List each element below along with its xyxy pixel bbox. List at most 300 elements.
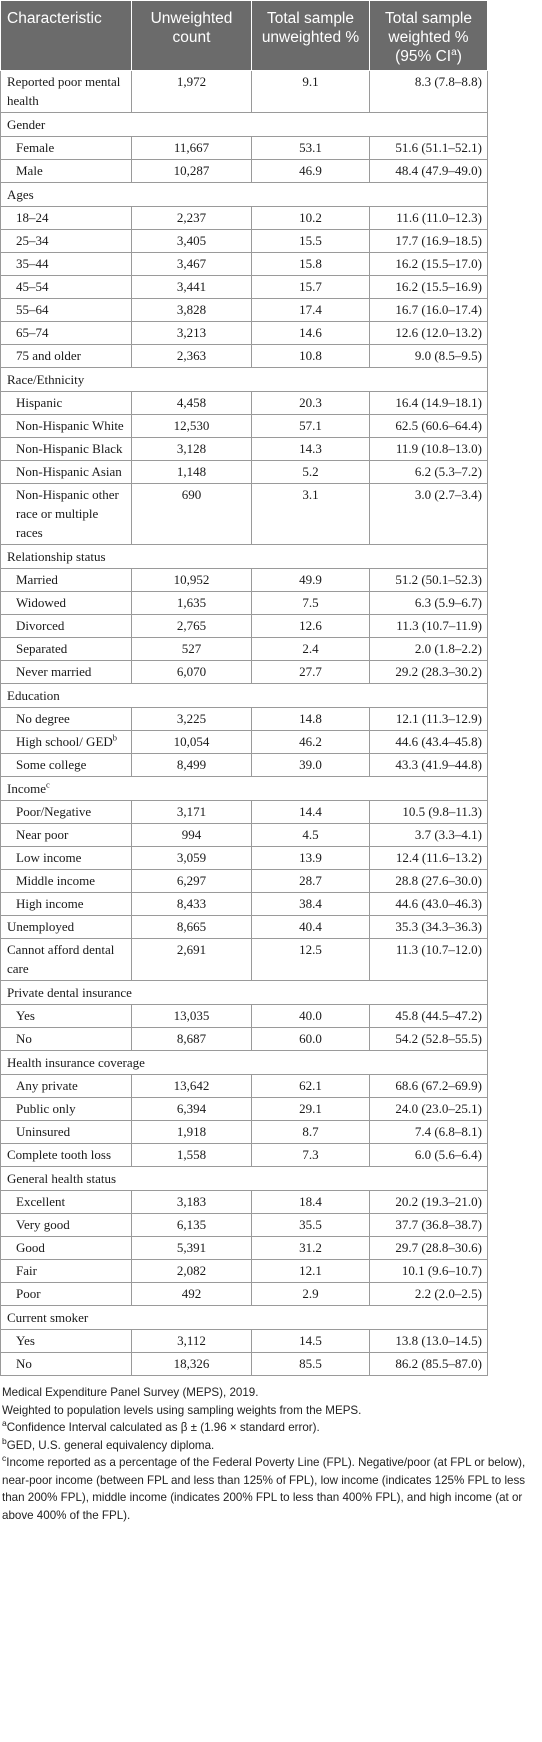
cell-characteristic-text: Some college [16, 757, 87, 772]
cell-unweighted-count-text: 18,326 [173, 1356, 210, 1371]
cell-unweighted-count-text: 3,441 [176, 279, 207, 294]
cell-unweighted-count-text: 3,467 [176, 256, 207, 271]
cell-characteristic-text: Non-Hispanic White [16, 418, 124, 433]
table-row [1, 708, 488, 731]
group-header-row [1, 183, 488, 207]
cell-characteristic [1, 638, 132, 661]
cell-unweighted-count [132, 461, 252, 484]
table-row [1, 71, 488, 113]
cell-unweighted-count [132, 207, 252, 230]
cell-unweighted-count [132, 137, 252, 160]
cell-unweighted-percent [252, 916, 370, 939]
cell-weighted-percent-ci [370, 299, 488, 322]
cell-weighted-percent-ci-text: 45.8 (44.5–47.2) [395, 1008, 482, 1023]
cell-characteristic [1, 1330, 132, 1353]
cell-weighted-percent-ci [370, 1353, 488, 1376]
table-row [1, 893, 488, 916]
cell-weighted-percent-ci [370, 71, 488, 113]
cell-unweighted-percent-text: 35.5 [299, 1217, 322, 1232]
cell-characteristic [1, 870, 132, 893]
cell-weighted-percent-ci-text: 2.0 (1.8–2.2) [414, 641, 482, 656]
cell-unweighted-percent [252, 939, 370, 981]
cell-unweighted-percent [252, 615, 370, 638]
cell-unweighted-percent [252, 638, 370, 661]
cell-unweighted-count-text: 11,667 [173, 140, 210, 155]
cell-characteristic [1, 1283, 132, 1306]
cell-unweighted-count-text: 10,287 [173, 163, 210, 178]
cell-unweighted-percent [252, 415, 370, 438]
table-row [1, 569, 488, 592]
cell-weighted-percent-ci [370, 484, 488, 545]
cell-characteristic-text: Public only [16, 1101, 76, 1116]
cell-characteristic [1, 345, 132, 368]
cell-unweighted-count [132, 1214, 252, 1237]
cell-unweighted-percent [252, 1353, 370, 1376]
cell-unweighted-count [132, 569, 252, 592]
cell-weighted-percent-ci-text: 6.2 (5.3–7.2) [414, 464, 482, 479]
cell-characteristic-text: Reported poor mental health [7, 74, 121, 108]
cell-unweighted-percent [252, 592, 370, 615]
group-header-label [1, 1167, 488, 1191]
table-row [1, 160, 488, 183]
cell-unweighted-percent-text: 10.2 [299, 210, 322, 225]
cell-unweighted-percent-text: 8.7 [302, 1124, 319, 1139]
table-row [1, 1260, 488, 1283]
cell-unweighted-count [132, 1098, 252, 1121]
cell-characteristic [1, 230, 132, 253]
cell-characteristic-text: Separated [16, 641, 68, 656]
cell-weighted-percent-ci [370, 276, 488, 299]
cell-characteristic-text: Widowed [16, 595, 67, 610]
cell-weighted-percent-ci [370, 569, 488, 592]
table-row [1, 1330, 488, 1353]
cell-characteristic-text: High income [16, 896, 84, 911]
cell-unweighted-percent-text: 14.6 [299, 325, 322, 340]
cell-weighted-percent-ci-text: 28.8 (27.6–30.0) [395, 873, 482, 888]
cell-weighted-percent-ci [370, 160, 488, 183]
cell-characteristic-text: 75 and older [16, 348, 81, 363]
cell-unweighted-percent [252, 230, 370, 253]
cell-weighted-percent-ci-text: 8.3 (7.8–8.8) [414, 74, 482, 89]
cell-unweighted-percent [252, 754, 370, 777]
cell-unweighted-percent [252, 438, 370, 461]
table-row [1, 916, 488, 939]
cell-characteristic-text: Yes [16, 1333, 35, 1348]
cell-weighted-percent-ci [370, 207, 488, 230]
cell-weighted-percent-ci [370, 661, 488, 684]
cell-unweighted-count [132, 484, 252, 545]
cell-characteristic-text: No [16, 1031, 32, 1046]
cell-weighted-percent-ci [370, 708, 488, 731]
cell-characteristic [1, 392, 132, 415]
cell-weighted-percent-ci [370, 1028, 488, 1051]
cell-unweighted-percent-text: 15.5 [299, 233, 322, 248]
cell-unweighted-count [132, 1144, 252, 1167]
cell-unweighted-count-text: 6,135 [176, 1217, 207, 1232]
cell-unweighted-count-text: 527 [181, 641, 202, 656]
cell-unweighted-percent-text: 12.1 [299, 1263, 322, 1278]
cell-weighted-percent-ci [370, 638, 488, 661]
group-header-label [1, 183, 488, 207]
cell-unweighted-count-text: 5,391 [176, 1240, 207, 1255]
cell-unweighted-percent [252, 1330, 370, 1353]
table-row [1, 484, 488, 545]
cell-unweighted-percent [252, 71, 370, 113]
cell-unweighted-percent [252, 1237, 370, 1260]
cell-unweighted-percent [252, 1121, 370, 1144]
cell-weighted-percent-ci [370, 916, 488, 939]
cell-unweighted-count [132, 392, 252, 415]
cell-unweighted-percent [252, 1075, 370, 1098]
cell-unweighted-percent-text: 2.9 [302, 1286, 319, 1301]
cell-weighted-percent-ci-text: 62.5 (60.6–64.4) [395, 418, 482, 433]
cell-weighted-percent-ci-text: 17.7 (16.9–18.5) [395, 233, 482, 248]
cell-unweighted-percent [252, 661, 370, 684]
table-row [1, 870, 488, 893]
cell-unweighted-count-text: 8,665 [176, 919, 207, 934]
group-header-label [1, 684, 488, 708]
cell-unweighted-percent-text: 38.4 [299, 896, 322, 911]
cell-unweighted-count [132, 916, 252, 939]
cell-characteristic-text: Any private [16, 1078, 78, 1093]
table-row [1, 939, 488, 981]
cell-weighted-percent-ci [370, 345, 488, 368]
cell-unweighted-count [132, 276, 252, 299]
cell-characteristic [1, 1191, 132, 1214]
group-header-text: Education [7, 688, 60, 703]
cell-unweighted-count [132, 847, 252, 870]
cell-unweighted-percent-text: 2.4 [302, 641, 319, 656]
cell-weighted-percent-ci [370, 1121, 488, 1144]
cell-unweighted-percent-text: 40.0 [299, 1008, 322, 1023]
header-weighted-close: ) [456, 48, 462, 65]
group-header-label [1, 368, 488, 392]
cell-characteristic [1, 1214, 132, 1237]
cell-weighted-percent-ci [370, 1005, 488, 1028]
cell-unweighted-percent [252, 1098, 370, 1121]
cell-weighted-percent-ci-text: 3.0 (2.7–3.4) [414, 487, 482, 502]
header-row [1, 1, 488, 71]
cell-characteristic-text: Unemployed [7, 919, 75, 934]
cell-characteristic [1, 916, 132, 939]
cell-weighted-percent-ci [370, 137, 488, 160]
cell-characteristic [1, 322, 132, 345]
cell-unweighted-count-text: 1,972 [176, 74, 207, 89]
cell-weighted-percent-ci-text: 12.4 (11.6–13.2) [395, 850, 482, 865]
cell-characteristic-text: Poor [16, 1286, 41, 1301]
cell-weighted-percent-ci-text: 44.6 (43.4–45.8) [395, 734, 482, 749]
table-row [1, 754, 488, 777]
table-row [1, 615, 488, 638]
cell-unweighted-percent [252, 276, 370, 299]
cell-unweighted-count-text: 690 [181, 487, 202, 502]
cell-unweighted-count [132, 253, 252, 276]
cell-characteristic [1, 1353, 132, 1376]
group-header-label [1, 1051, 488, 1075]
cell-weighted-percent-ci-text: 6.3 (5.9–6.7) [414, 595, 482, 610]
cell-unweighted-count-text: 994 [181, 827, 202, 842]
group-header-text: Gender [7, 117, 46, 132]
cell-characteristic-text: Complete tooth loss [7, 1147, 111, 1162]
cell-weighted-percent-ci [370, 615, 488, 638]
cell-unweighted-percent-text: 10.8 [299, 348, 322, 363]
cell-characteristic [1, 415, 132, 438]
table-row [1, 207, 488, 230]
table-row [1, 438, 488, 461]
cell-characteristic [1, 847, 132, 870]
table-row [1, 1005, 488, 1028]
footnote [2, 1402, 538, 1420]
table-row [1, 1283, 488, 1306]
cell-unweighted-percent-text: 15.7 [299, 279, 322, 294]
cell-weighted-percent-ci-text: 10.1 (9.6–10.7) [401, 1263, 482, 1278]
cell-unweighted-count [132, 1121, 252, 1144]
cell-unweighted-percent [252, 893, 370, 916]
cell-unweighted-percent-text: 13.9 [299, 850, 322, 865]
cell-characteristic [1, 1098, 132, 1121]
cell-unweighted-count-text: 2,363 [176, 348, 207, 363]
group-header-label [1, 1306, 488, 1330]
cell-characteristic-text: Middle income [16, 873, 96, 888]
table-row [1, 1121, 488, 1144]
cell-unweighted-count [132, 1237, 252, 1260]
cell-characteristic-text: Fair [16, 1263, 37, 1278]
footnote-text: GED, U.S. general equivalency diploma. [6, 1438, 215, 1452]
footnote-text: Medical Expenditure Panel Survey (MEPS), 2019. [2, 1386, 259, 1399]
cell-unweighted-percent-text: 31.2 [299, 1240, 322, 1255]
cell-weighted-percent-ci [370, 1144, 488, 1167]
cell-weighted-percent-ci [370, 1283, 488, 1306]
cell-weighted-percent-ci-text: 54.2 (52.8–55.5) [395, 1031, 482, 1046]
cell-weighted-percent-ci-text: 68.6 (67.2–69.9) [395, 1078, 482, 1093]
cell-unweighted-percent [252, 299, 370, 322]
group-header-text: Race/Ethnicity [7, 372, 85, 387]
cell-characteristic-text: Non-Hispanic Asian [16, 464, 122, 479]
cell-unweighted-percent [252, 137, 370, 160]
cell-unweighted-count-text: 4,458 [176, 395, 207, 410]
group-header-text: Private dental insurance [7, 985, 132, 1000]
cell-unweighted-percent [252, 708, 370, 731]
cell-characteristic [1, 1260, 132, 1283]
cell-weighted-percent-ci-text: 16.2 (15.5–16.9) [395, 279, 482, 294]
cell-unweighted-percent [252, 847, 370, 870]
cell-unweighted-count-text: 10,054 [173, 734, 210, 749]
cell-unweighted-percent-text: 18.4 [299, 1194, 322, 1209]
cell-characteristic [1, 708, 132, 731]
table-row [1, 1144, 488, 1167]
group-header-text: Income [7, 781, 46, 796]
cell-unweighted-count [132, 299, 252, 322]
cell-characteristic [1, 1075, 132, 1098]
cell-unweighted-percent [252, 1005, 370, 1028]
cell-unweighted-count-text: 2,082 [176, 1263, 207, 1278]
cell-characteristic [1, 939, 132, 981]
group-header-row [1, 1051, 488, 1075]
cell-unweighted-count-text: 2,765 [176, 618, 207, 633]
cell-unweighted-percent-text: 28.7 [299, 873, 322, 888]
cell-characteristic [1, 731, 132, 754]
cell-characteristic [1, 1144, 132, 1167]
cell-characteristic [1, 569, 132, 592]
cell-unweighted-count-text: 12,530 [173, 418, 210, 433]
cell-unweighted-percent [252, 870, 370, 893]
cell-weighted-percent-ci-text: 16.7 (16.0–17.4) [395, 302, 482, 317]
cell-weighted-percent-ci [370, 754, 488, 777]
cell-unweighted-count-text: 1,148 [176, 464, 207, 479]
cell-weighted-percent-ci-text: 48.4 (47.9–49.0) [395, 163, 482, 178]
cell-unweighted-count-text: 6,070 [176, 664, 207, 679]
cell-unweighted-percent [252, 1260, 370, 1283]
cell-characteristic-text: Very good [16, 1217, 70, 1232]
cell-unweighted-count-text: 1,635 [176, 595, 207, 610]
cell-characteristic-text: Female [16, 140, 55, 155]
cell-unweighted-count-text: 3,171 [176, 804, 207, 819]
cell-unweighted-count-text: 3,112 [177, 1333, 206, 1348]
table-row [1, 415, 488, 438]
cell-unweighted-count-text: 1,558 [176, 1147, 207, 1162]
table-row [1, 847, 488, 870]
cell-weighted-percent-ci-text: 3.7 (3.3–4.1) [414, 827, 482, 842]
cell-characteristic-text: 35–44 [16, 256, 49, 271]
cell-unweighted-count-text: 3,405 [176, 233, 207, 248]
cell-characteristic [1, 71, 132, 113]
cell-characteristic [1, 438, 132, 461]
cell-weighted-percent-ci [370, 893, 488, 916]
cell-characteristic [1, 824, 132, 847]
table-row [1, 1353, 488, 1376]
header-weighted-sup: a [451, 46, 457, 58]
cell-characteristic [1, 1237, 132, 1260]
cell-weighted-percent-ci [370, 939, 488, 981]
cell-unweighted-percent-text: 57.1 [299, 418, 322, 433]
cell-characteristic [1, 299, 132, 322]
cell-unweighted-percent-text: 12.5 [299, 942, 322, 957]
cell-weighted-percent-ci-text: 12.1 (11.3–12.9) [395, 711, 482, 726]
table-body [1, 71, 488, 1376]
table-row [1, 137, 488, 160]
cell-unweighted-count [132, 592, 252, 615]
group-header-row [1, 981, 488, 1005]
cell-unweighted-percent [252, 801, 370, 824]
table-row [1, 1191, 488, 1214]
table-row [1, 661, 488, 684]
cell-weighted-percent-ci [370, 592, 488, 615]
group-header-row [1, 1167, 488, 1191]
cell-unweighted-count [132, 708, 252, 731]
cell-unweighted-percent-text: 12.6 [299, 618, 322, 633]
cell-unweighted-count-text: 3,213 [176, 325, 207, 340]
cell-weighted-percent-ci-text: 11.6 (11.0–12.3) [396, 210, 482, 225]
group-header-row [1, 684, 488, 708]
cell-unweighted-percent-text: 40.4 [299, 919, 322, 934]
cell-unweighted-percent [252, 824, 370, 847]
cell-weighted-percent-ci-text: 6.0 (5.6–6.4) [414, 1147, 482, 1162]
cell-unweighted-count [132, 1283, 252, 1306]
table-row [1, 638, 488, 661]
group-header-label [1, 545, 488, 569]
footnote-marker: c [45, 779, 50, 790]
cell-unweighted-percent [252, 1283, 370, 1306]
cell-characteristic-text: Hispanic [16, 395, 63, 410]
group-header-row [1, 777, 488, 801]
cell-characteristic [1, 801, 132, 824]
cell-unweighted-count-text: 6,297 [176, 873, 207, 888]
cell-unweighted-count [132, 230, 252, 253]
cell-characteristic [1, 1005, 132, 1028]
cell-unweighted-count [132, 1353, 252, 1376]
cell-unweighted-percent-text: 14.3 [299, 441, 322, 456]
group-header-text: Current smoker [7, 1310, 89, 1325]
cell-unweighted-count [132, 1191, 252, 1214]
table-header [1, 1, 488, 71]
cell-unweighted-percent [252, 1214, 370, 1237]
cell-unweighted-percent-text: 5.2 [302, 464, 319, 479]
cell-weighted-percent-ci [370, 1214, 488, 1237]
table-row [1, 1075, 488, 1098]
cell-characteristic-text: Near poor [16, 827, 69, 842]
cell-unweighted-count-text: 8,433 [176, 896, 207, 911]
footnote-marker: b [112, 732, 118, 743]
cell-weighted-percent-ci [370, 870, 488, 893]
group-header-text: General health status [7, 1171, 117, 1186]
cell-unweighted-count [132, 661, 252, 684]
cell-unweighted-percent [252, 1191, 370, 1214]
header-characteristic: Characteristic [1, 1, 132, 71]
cell-unweighted-percent [252, 207, 370, 230]
cell-weighted-percent-ci-text: 29.7 (28.8–30.6) [395, 1240, 482, 1255]
cell-characteristic [1, 160, 132, 183]
header-unweighted-count: Unweighted count [132, 1, 252, 71]
cell-weighted-percent-ci-text: 9.0 (8.5–9.5) [414, 348, 482, 363]
group-header-row [1, 1306, 488, 1330]
cell-weighted-percent-ci [370, 1075, 488, 1098]
cell-weighted-percent-ci-text: 51.6 (51.1–52.1) [395, 140, 482, 155]
table-row [1, 824, 488, 847]
cell-characteristic [1, 484, 132, 545]
cell-unweighted-percent-text: 14.8 [299, 711, 322, 726]
cell-characteristic-text: Non-Hispanic other race or multiple races [16, 487, 119, 540]
cell-characteristic-text: High school/ GED [16, 734, 113, 749]
cell-characteristic [1, 754, 132, 777]
cell-unweighted-percent-text: 27.7 [299, 664, 322, 679]
cell-unweighted-percent-text: 46.9 [299, 163, 322, 178]
cell-unweighted-percent-text: 15.8 [299, 256, 322, 271]
cell-characteristic [1, 253, 132, 276]
cell-weighted-percent-ci-text: 43.3 (41.9–44.8) [395, 757, 482, 772]
cell-characteristic [1, 1121, 132, 1144]
cell-weighted-percent-ci-text: 13.8 (13.0–14.5) [395, 1333, 482, 1348]
cell-unweighted-percent-text: 7.3 [302, 1147, 319, 1162]
cell-weighted-percent-ci-text: 16.4 (14.9–18.1) [395, 395, 482, 410]
cell-unweighted-percent [252, 484, 370, 545]
cell-weighted-percent-ci-text: 29.2 (28.3–30.2) [395, 664, 482, 679]
cell-weighted-percent-ci-text: 51.2 (50.1–52.3) [395, 572, 482, 587]
cell-weighted-percent-ci-text: 20.2 (19.3–21.0) [395, 1194, 482, 1209]
cell-unweighted-percent [252, 1144, 370, 1167]
cell-weighted-percent-ci [370, 253, 488, 276]
cell-weighted-percent-ci-text: 86.2 (85.5–87.0) [395, 1356, 482, 1371]
table-row [1, 299, 488, 322]
table-row [1, 1214, 488, 1237]
cell-characteristic-text: No degree [16, 711, 70, 726]
table-row [1, 1028, 488, 1051]
cell-weighted-percent-ci-text: 24.0 (23.0–25.1) [395, 1101, 482, 1116]
cell-unweighted-percent-text: 53.1 [299, 140, 322, 155]
cell-weighted-percent-ci [370, 824, 488, 847]
cell-unweighted-count [132, 870, 252, 893]
cell-unweighted-count [132, 1260, 252, 1283]
group-header-text: Health insurance coverage [7, 1055, 145, 1070]
